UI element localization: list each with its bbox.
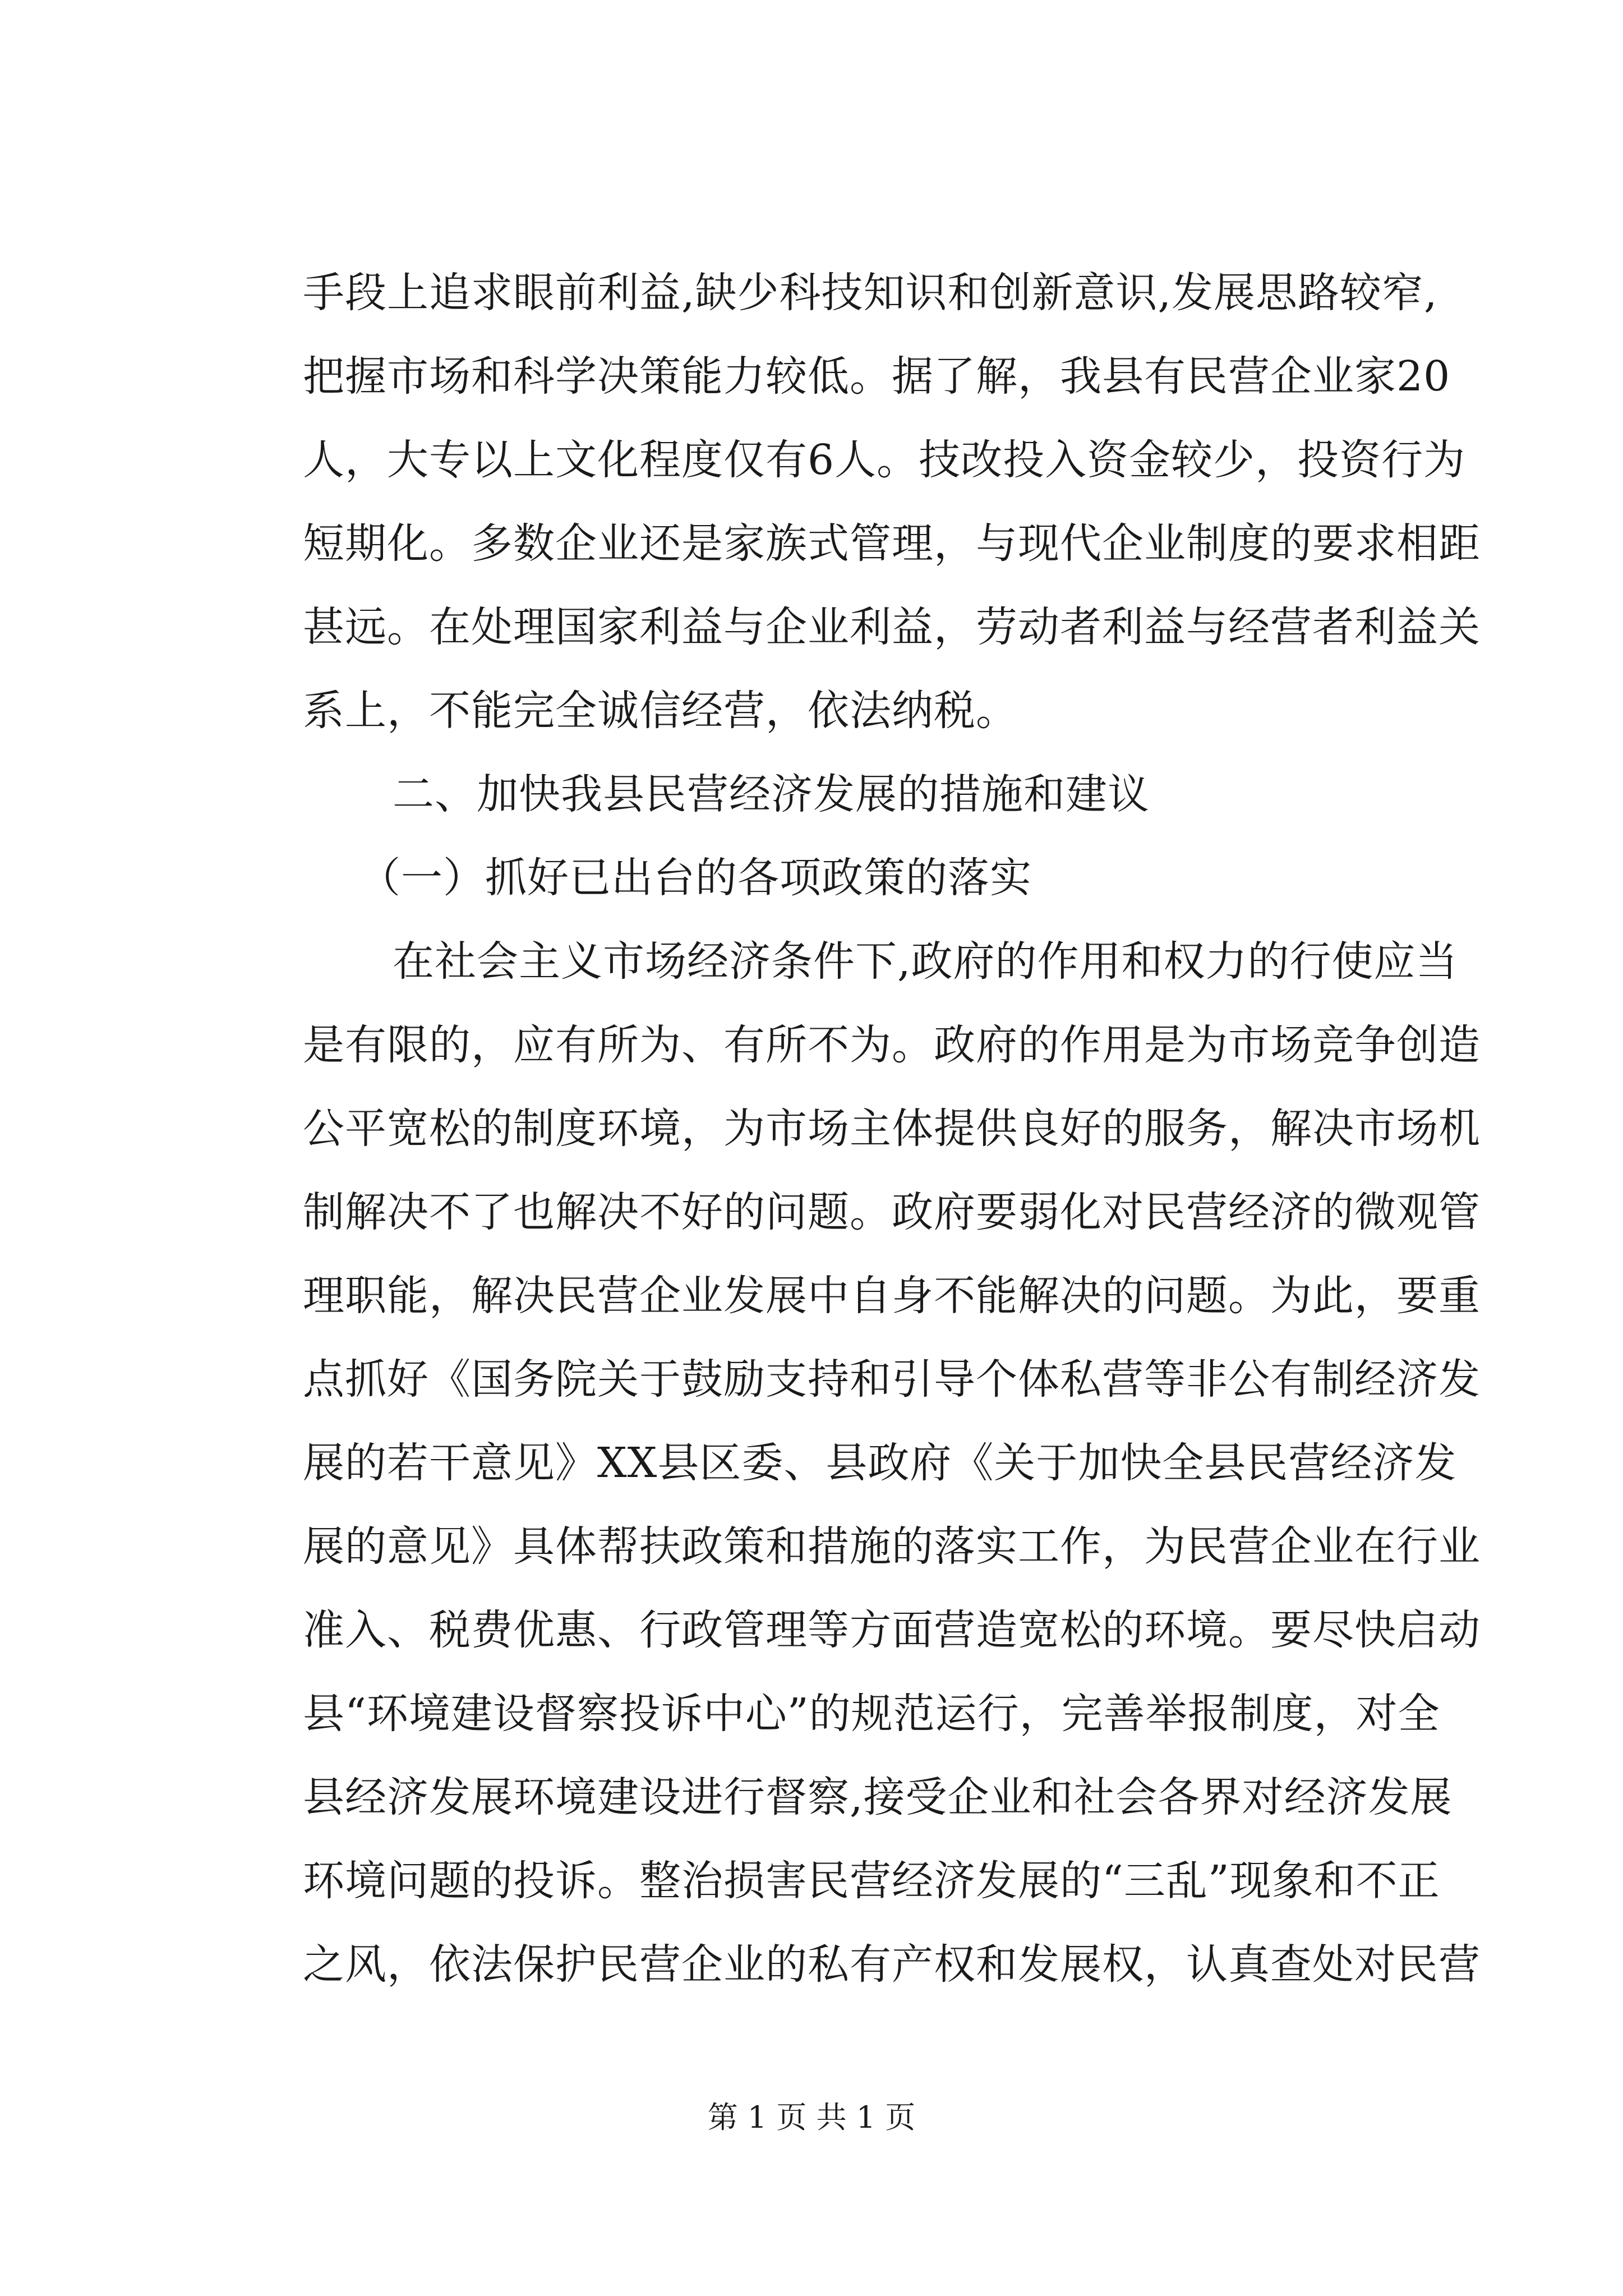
text-line: 点抓好《国务院关于鼓励支持和引导个体私营等非公有制经济发 bbox=[303, 1355, 1481, 1404]
page-footer bbox=[0, 2098, 1623, 2137]
text-line: 之风，依法保护民营企业的私有产权和发展权，认真查处对民营 bbox=[303, 1940, 1481, 1989]
text-line: 公平宽松的制度环境，为市场主体提供良好的服务，解决市场机 bbox=[303, 1105, 1481, 1153]
text-line: 县经济发展环境建设进行督察,接受企业和社会各界对经济发展 bbox=[303, 1773, 1453, 1821]
text-line: 手段上追求眼前利益,缺少科技知识和创新意识,发展思路较窄, bbox=[303, 269, 1438, 317]
text-line: 短期化。多数企业还是家族式管理，与现代企业制度的要求相距 bbox=[303, 519, 1481, 568]
text-line: 制解决不了也解决不好的问题。政府要弱化对民营经济的微观管 bbox=[303, 1188, 1481, 1236]
document-body bbox=[303, 251, 1481, 2007]
text-line: 展的意见》具体帮扶政策和措施的落实工作，为民营企业在行业 bbox=[303, 1522, 1481, 1571]
text-line: 理职能，解决民营企业发展中自身不能解决的问题。为此，要重 bbox=[303, 1272, 1481, 1320]
text-line: 展的若干意见》XX县区委、县政府《关于加快全县民营经济发 bbox=[303, 1439, 1457, 1487]
text-line: 人，大专以上文化程度仅有6人。技改投入资金较少，投资行为 bbox=[303, 436, 1466, 484]
text-line: 准入、税费优惠、行政管理等方面营造宽松的环境。要尽快启动 bbox=[303, 1606, 1481, 1654]
text-line: 是有限的，应有所为、有所不为。政府的作用是为市场竞争创造 bbox=[303, 1021, 1481, 1069]
text-line: 县“环境建设督察投诉中心”的规范运行，完善举报制度，对全 bbox=[303, 1690, 1440, 1738]
text-line: 环境问题的投诉。整治损害民营经济发展的“三乱”现象和不正 bbox=[303, 1857, 1440, 1905]
section-heading: 二、加快我县民营经济发展的措施和建议 bbox=[393, 770, 1150, 818]
page-number: 第 1 页 共 1 页 bbox=[707, 2100, 916, 2135]
text-line: 系上，不能完全诚信经营，依法纳税。 bbox=[303, 687, 1018, 735]
text-line: 把握市场和科学决策能力较低。据了解，我县有民营企业家20 bbox=[303, 352, 1451, 401]
section-subheading: （一）抓好已出台的各项政策的落实 bbox=[359, 854, 1032, 902]
text-line: 在社会主义市场经济条件下,政府的作用和权力的行使应当 bbox=[393, 937, 1458, 986]
text-line: 甚远。在处理国家利益与企业利益，劳动者利益与经营者利益关 bbox=[303, 603, 1481, 651]
